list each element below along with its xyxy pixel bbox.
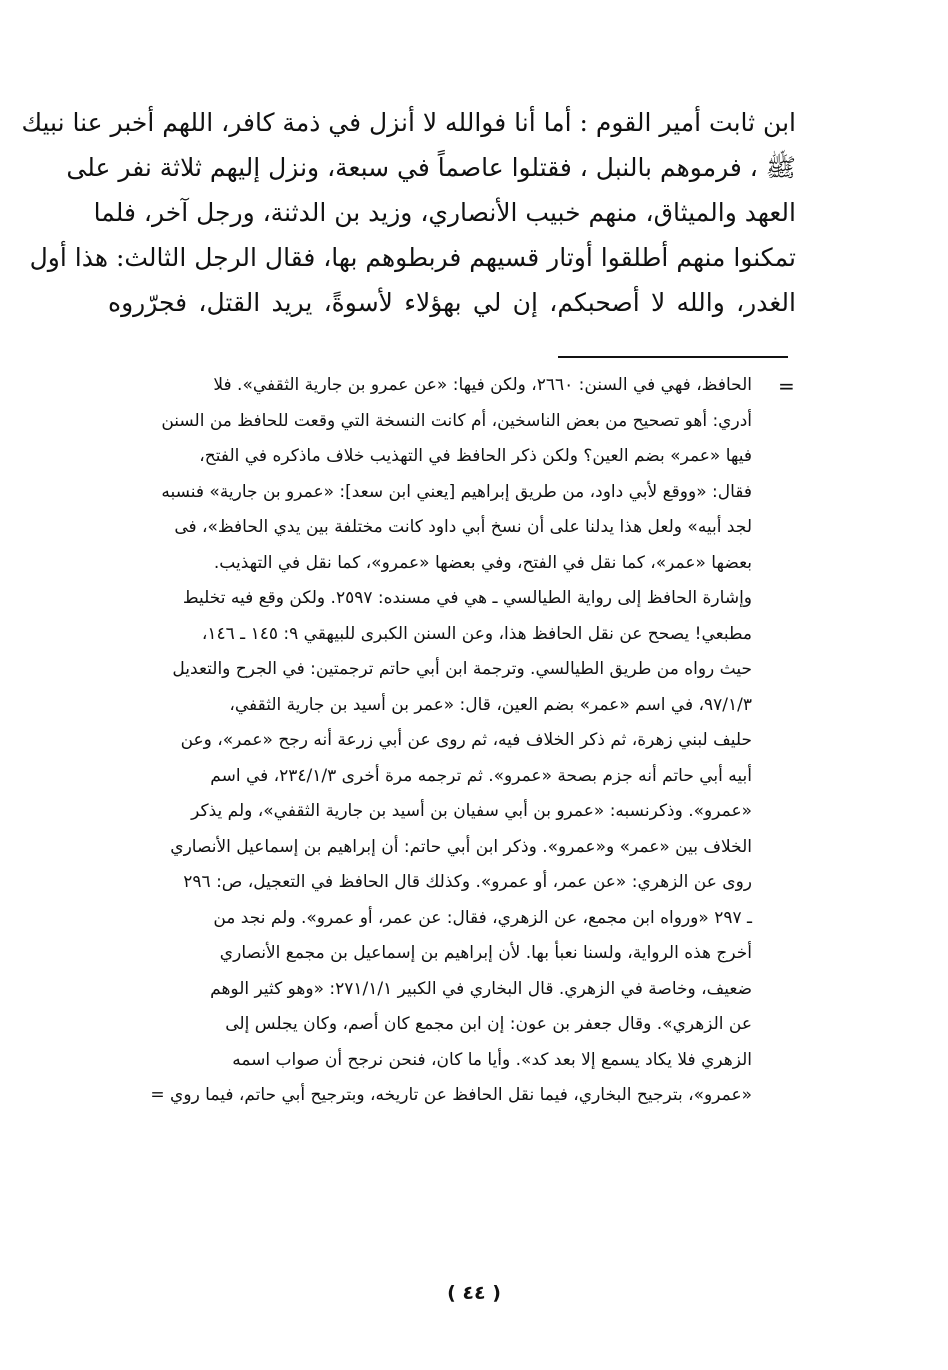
footnote-line: الخلاف بين «عمر» و«عمرو». وذكر ابن أبي حاتم: أن إبراهيم بن إسماعيل الأنصاري	[170, 836, 752, 857]
main-text-line: العهد والميثاق، منهم خبيب الأنصاري، وزيد بن الدثنة، ورجل آخر، فلما	[93, 198, 796, 227]
footnote-line: وإشارة الحافظ إلى رواية الطيالسي ـ هي في مسنده: ٢٥٩٧. ولكن وقع فيه تخليط	[182, 588, 752, 608]
page-number: ( ٤٤ )	[447, 1282, 501, 1304]
main-text-line: ﷺ ، فرموهم بالنبل ، فقتلوا عاصماً في سبعة، ونزل إليهم ثلاثة نفر على	[66, 153, 796, 182]
footnote-line: «عمرو». وذكرنسبه: «عمرو بن أبي سفيان بن أسيد بن جارية الثقفي»، ولم يذكر	[191, 801, 752, 821]
footnote-line: بعضها «عمر»، كما نقل في الفتح، وفي بعضها «عمرو»، كما نقل في التهذيب.	[213, 552, 752, 573]
main-text-line: ابن ثابت أمير القوم : أما أنا فوالله لا أنزل في ذمة كافر، اللهم أخبر عنا نبيك	[21, 108, 796, 137]
main-text-block	[21, 100, 796, 325]
footnote-continuation-mark: =	[778, 374, 795, 398]
footnote-line: ـ ٢٩٧ «ورواه ابن مجمع، عن الزهري، فقال: عن عمر، أو عمرو». ولم نجد من	[213, 907, 752, 928]
footnote-line: مطبعي! يصحح عن نقل الحافظ هذا، وعن السنن الكبرى للبيهقي ٩: ١٤٥ ـ ١٤٦،	[201, 623, 752, 644]
footnote-line: الحافظ، فهي في السنن: ٢٦٦٠، ولكن فيها: «عن عمرو بن جارية الثقفي». فلا	[213, 375, 752, 395]
footnote-line: حليف لبني زهرة، ثم ذكر الخلاف فيه، ثم روى عن أبي زرعة أنه رجح «عمر»، وعن	[180, 730, 752, 750]
footnote-line: أبيه أبي حاتم أنه جزم بصحة «عمرو». ثم ترجمه مرة أخرى ٢٣٤/١/٣، في اسم	[210, 765, 752, 786]
footnote-line: «عمرو»، بترجيح البخاري، فيما نقل الحافظ عن تاريخه، وبترجيح أبي حاتم، فيما روي =	[150, 1085, 752, 1105]
footnote-line: عن الزهري». وقال جعفر بن عون: إن ابن مجمع كان أصم، وكان يجلس إلى	[225, 1014, 752, 1034]
footnote-line: أدري: أهو تصحيح من بعض الناسخين، أم كانت النسخة التي وقعت للحافظ من السنن	[161, 410, 752, 431]
footnote-block	[92, 368, 752, 1114]
footnote-line: لجد أبيه» ولعل هذا يدلنا على أن نسخ أبي داود كانت مختلفة بين يدي الحافظ»، فى	[174, 517, 752, 537]
footnote-line: ٩٧/١/٣، في اسم «عمر» بضم العين، قال: «عمر بن أسيد بن جارية الثقفي،	[229, 694, 752, 715]
footnote-line: فقال: «ووقع لأبي داود، من طريق إبراهيم [يعني ابن سعد]: «عمرو بن جارية» فنسبه	[161, 481, 752, 502]
main-text-line: الغدر، والله لا أصحبكم، إن لي بهؤلاء لأسوةً، يريد القتل، فجرّروه	[108, 288, 796, 317]
main-text-line: تمكنوا منهم أطلقوا أوتار قسيهم فربطوهم بها، فقال الرجل الثالث: هذا أول	[29, 243, 796, 272]
footnote-line: حيث رواه من طريق الطيالسي. وترجمة ابن أبي حاتم ترجمتين: في الجرح والتعديل	[172, 659, 752, 679]
footnote-line: روى عن الزهري: «عن عمر، أو عمرو». وكذلك قال الحافظ في التعجيل، ص: ٢٩٦	[183, 872, 752, 892]
footnote-line: ضعيف، وخاصة في الزهري. قال البخاري في الكبير ٢٧١/١/١: «وهو كثير الوهم	[210, 978, 752, 999]
footnote-line: أخرج هذه الرواية، ولسنا نعبأ بها. لأن إبراهيم بن إسماعيل بن مجمع الأنصاري	[219, 943, 752, 963]
footnote-divider	[558, 356, 788, 358]
footnote-line: الزهري فلا يكاد يسمع إلا بعد كد». وأيا ما كان، فنحن نرجح أن صواب اسمه	[232, 1049, 752, 1070]
footnote-line: فيها «عمر» بضم العين؟ ولكن ذكر الحافظ في التهذيب خلاف ماذكره في الفتح،	[199, 446, 752, 466]
